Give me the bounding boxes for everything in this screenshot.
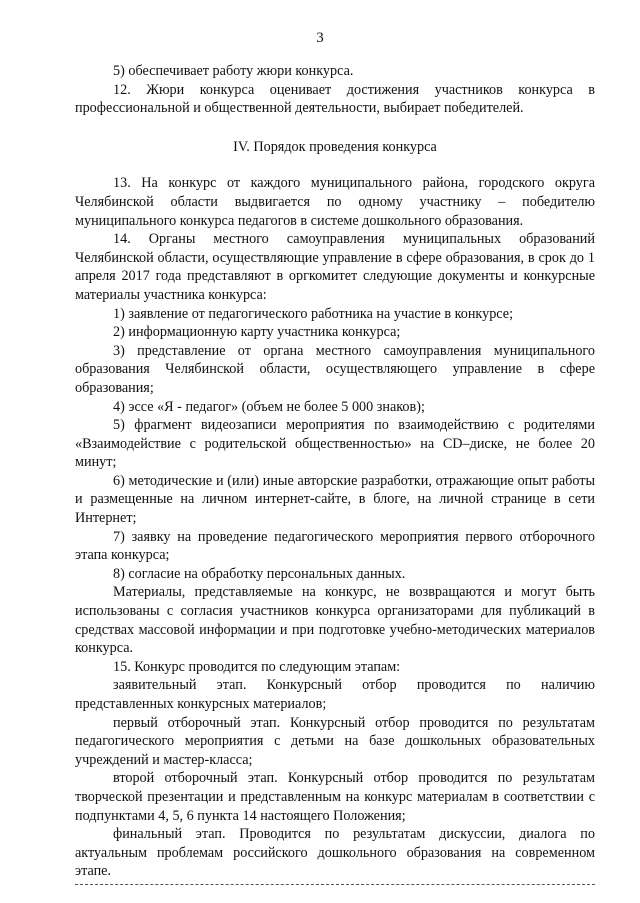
- list-item: 7) заявку на проведение педагогического мероприятия первого отборочного этапа конкурса;: [75, 528, 595, 564]
- paragraph: 12. Жюри конкурса оценивает достижения участников конкурса в профессиональной и общественной деятельности, выбирает победителей.: [75, 81, 595, 117]
- paragraph: Материалы, представляемые на конкурс, не возвращаются и могут быть использованы с согласия участников конкурса организаторами для публикаций в средствах массовой информации и при подготовке учебно-методических материалов конкурса.: [75, 584, 595, 657]
- list-item: 3) представление от органа местного самоуправления муниципального образования Челябинской области, осуществляющего управление в сфере образования;: [75, 342, 595, 396]
- stage-item: второй отборочный этап. Конкурсный отбор проводится по результатам творческой презентации и представленным на конкурс материалам в соответствии с подпунктами 4, 5, 6 пункта 14 настоящего Положения;: [75, 770, 595, 824]
- page-number: 3: [316, 30, 324, 46]
- list-item: 5) фрагмент видеозаписи мероприятия по взаимодействию с родителями «Взаимодействие с родительской общественностью» на CD–диске, не более 20 минут;: [75, 417, 595, 471]
- section-title: IV. Порядок проведения конкурса: [233, 138, 437, 155]
- list-item: 2) информационную карту участника конкурса;: [113, 324, 401, 341]
- page-bottom-border: [75, 884, 595, 885]
- paragraph: 15. Конкурс проводится по следующим этапам:: [113, 658, 401, 675]
- stage-item: первый отборочный этап. Конкурсный отбор проводится по результатам педагогического мероприятия с детьми на базе дошкольных образовательных учреждений и мастер-класса;: [75, 714, 595, 768]
- stage-item: заявительный этап. Конкурсный отбор проводится по наличию представленных конкурсных материалов;: [75, 677, 595, 712]
- paragraph: 14. Органы местного самоуправления муниципальных образований Челябинской области, осуществляющие управление в сфере образования, в срок до 1 апреля 2017 года представляют в оргкомитет следующие документы и конкурсные материалы участника конкурса:: [75, 231, 595, 303]
- list-item: 4) эссе «Я - педагог» (объем не более 5 000 знаков);: [113, 398, 425, 415]
- paragraph: 5) обеспечивает работу жюри конкурса.: [113, 63, 354, 79]
- list-item: 1) заявление от педагогического работника на участие в конкурсе;: [113, 305, 514, 322]
- list-item: 6) методические и (или) иные авторские разработки, отражающие опыт работы и размещенные на личном интернет-сайте, в блоге, на личной странице в сети Интернет;: [75, 472, 595, 527]
- list-item: 8) согласие на обработку персональных данных.: [113, 565, 406, 582]
- paragraph: 13. На конкурс от каждого муниципального района, городского округа Челябинской области выдвигается по одному участнику – победителю муниципального конкурса педагогов в системе дошкольного образования.: [75, 175, 595, 229]
- document-body: [75, 62, 595, 881]
- stage-item: финальный этап. Проводится по результатам дискуссии, диалога по актуальным проблемам российского дошкольного образования на современном этапе.: [75, 826, 595, 880]
